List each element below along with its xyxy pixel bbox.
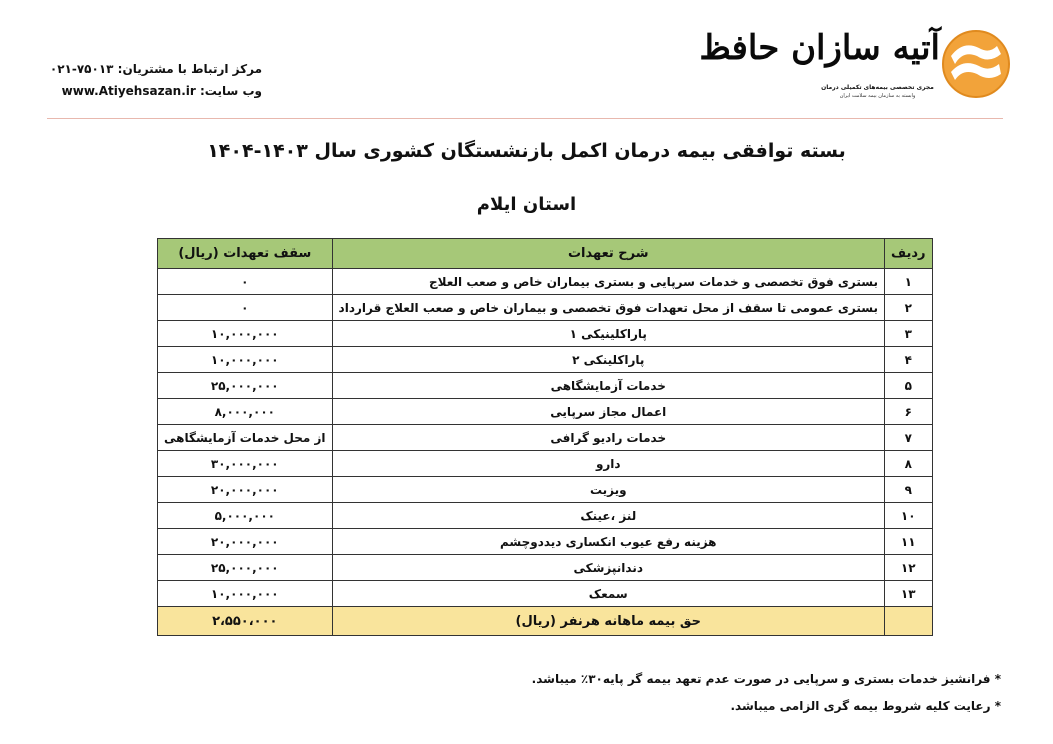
- header-row-no: ردیف: [884, 239, 932, 269]
- row-description: سمعک: [332, 581, 884, 607]
- table-row: [158, 321, 933, 347]
- row-description: اعمال مجاز سرپایی: [332, 399, 884, 425]
- row-cap: ۱۰,۰۰۰,۰۰۰: [158, 347, 333, 373]
- row-description: پاراکلینیکی ۱: [332, 321, 884, 347]
- total-value: ۲،۵۵۰،۰۰۰: [158, 607, 333, 636]
- logo-affiliation: وابسته به سازمان بیمه سلامت ایران: [839, 93, 916, 99]
- logo-name: آتیه سازان حافظ: [699, 28, 940, 68]
- row-number: ۱۱: [884, 529, 932, 555]
- row-description: پاراکلینکی ۲: [332, 347, 884, 373]
- coverage-table: [157, 238, 933, 636]
- row-description: خدمات رادیو گرافی: [332, 425, 884, 451]
- row-number: ۲: [884, 295, 932, 321]
- table-row: [158, 529, 933, 555]
- table-row: [158, 399, 933, 425]
- company-logo: [699, 22, 1015, 112]
- row-number: ۶: [884, 399, 932, 425]
- table-row: [158, 503, 933, 529]
- table-row: [158, 269, 933, 295]
- province-title: استان ایلام: [476, 194, 577, 215]
- row-number: ۱: [884, 269, 932, 295]
- row-description: لنز ،عینک: [332, 503, 884, 529]
- table-body: [158, 269, 933, 607]
- row-number: ۱۰: [884, 503, 932, 529]
- note-item: * فرانشیز خدمات بستری و سرپایی در صورت عدم تعهد بیمه گر پایه۳۰٪ میباشد.: [531, 672, 1001, 686]
- header-description: شرح تعهدات: [332, 239, 884, 269]
- table-row: [158, 425, 933, 451]
- row-cap: ۰: [158, 269, 333, 295]
- row-number: ۹: [884, 477, 932, 503]
- row-cap: ۸,۰۰۰,۰۰۰: [158, 399, 333, 425]
- total-label: حق بیمه ماهانه هرنفر (ریال): [332, 607, 884, 636]
- website-line: وب سایت: www.Atiyehsazan.ir: [61, 84, 262, 98]
- table-row: [158, 477, 933, 503]
- row-number: ۴: [884, 347, 932, 373]
- row-number: ۸: [884, 451, 932, 477]
- row-description: ویزیت: [332, 477, 884, 503]
- row-cap: ۵,۰۰۰,۰۰۰: [158, 503, 333, 529]
- row-cap: از محل خدمات آزمایشگاهی: [158, 425, 333, 451]
- table-header-row: [158, 239, 933, 269]
- table-row: [158, 347, 933, 373]
- row-description: بستری عمومی تا سقف از محل تعهدات فوق تخصصی و بیماران خاص و صعب العلاج قرارداد: [332, 295, 884, 321]
- table-row: [158, 581, 933, 607]
- row-cap: ۲۰,۰۰۰,۰۰۰: [158, 477, 333, 503]
- row-number: ۱۲: [884, 555, 932, 581]
- table-row: [158, 295, 933, 321]
- document-title: بسته توافقی بیمه درمان اکمل بازنشستگان کشوری سال ۱۴۰۳-۱۴۰۴: [207, 140, 846, 162]
- row-description: خدمات آزمایشگاهی: [332, 373, 884, 399]
- row-cap: ۱۰,۰۰۰,۰۰۰: [158, 581, 333, 607]
- row-number: ۷: [884, 425, 932, 451]
- total-row: [158, 607, 933, 636]
- row-cap: ۱۰,۰۰۰,۰۰۰: [158, 321, 333, 347]
- phone-line: مرکز ارتباط با مشتریان: ۷۵۰۱۳-۰۲۱: [49, 62, 262, 76]
- logo-emblem-icon: [941, 26, 1011, 102]
- header-divider: [47, 118, 1003, 119]
- contact-info: [49, 58, 262, 102]
- row-cap: ۳۰,۰۰۰,۰۰۰: [158, 451, 333, 477]
- total-empty-cell: [884, 607, 932, 636]
- logo-tagline: مجری تخصصی بیمه‌های تکمیلی درمان: [821, 84, 934, 91]
- row-description: دارو: [332, 451, 884, 477]
- row-description: دندانپزشکی: [332, 555, 884, 581]
- table-row: [158, 451, 933, 477]
- row-number: ۱۳: [884, 581, 932, 607]
- row-number: ۳: [884, 321, 932, 347]
- header-cap: سقف تعهدات (ریال): [158, 239, 333, 269]
- row-number: ۵: [884, 373, 932, 399]
- table-row: [158, 373, 933, 399]
- note-item: * رعایت کلیه شروط بیمه گری الزامی میباشد.: [730, 699, 1001, 713]
- row-cap: ۲۵,۰۰۰,۰۰۰: [158, 373, 333, 399]
- row-description: بستری فوق تخصصی و خدمات سرپایی و بستری بیماران خاص و صعب العلاج: [332, 269, 884, 295]
- row-cap: ۲۰,۰۰۰,۰۰۰: [158, 529, 333, 555]
- row-cap: ۰: [158, 295, 333, 321]
- row-cap: ۲۵,۰۰۰,۰۰۰: [158, 555, 333, 581]
- notes: [532, 666, 1001, 720]
- row-description: هزینه رفع عیوب انکساری دیددوچشم: [332, 529, 884, 555]
- table-row: [158, 555, 933, 581]
